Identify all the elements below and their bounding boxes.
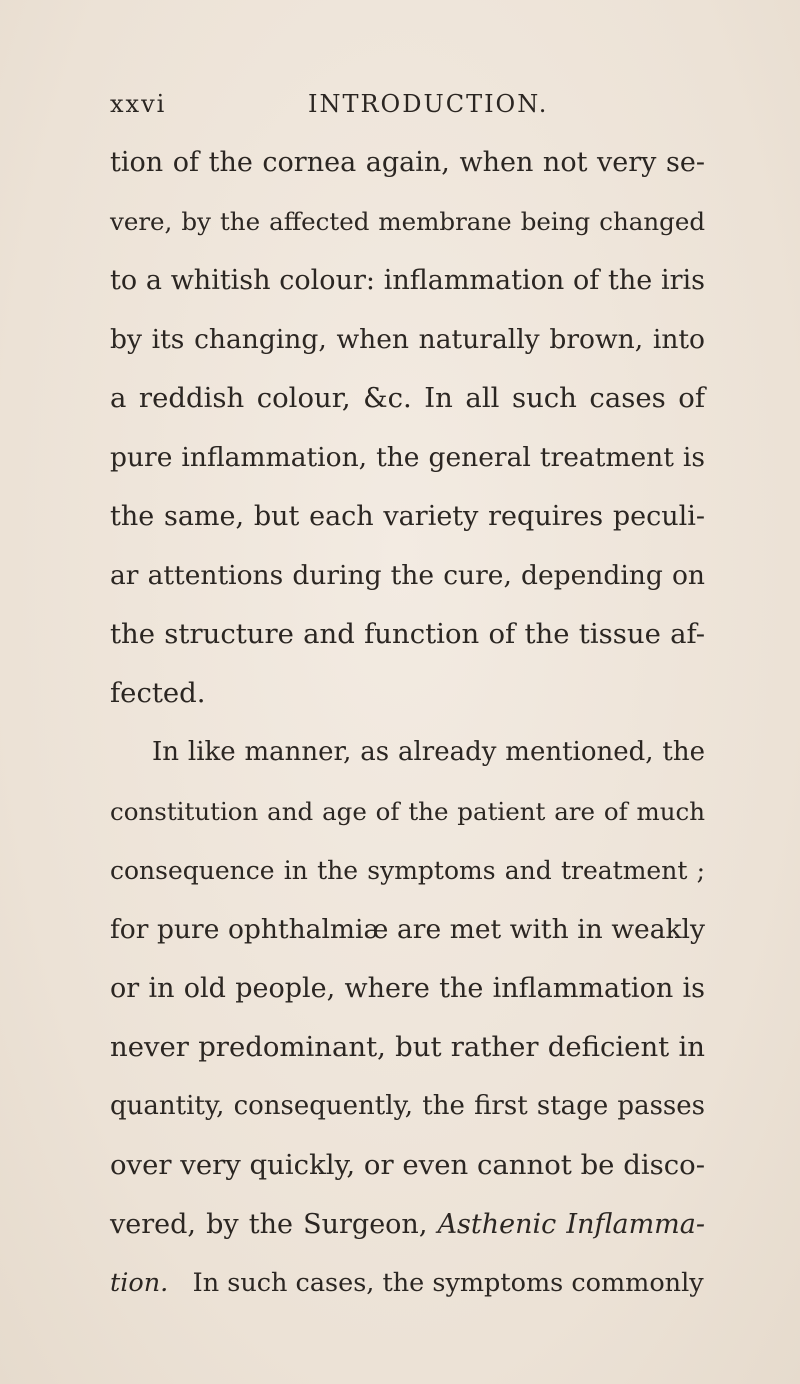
text-segment: In such cases, the symptoms commonly — [192, 1268, 704, 1298]
text-line: for pure ophthalmiæ are met with in weakly — [110, 914, 705, 945]
italic-term: tion. — [110, 1268, 169, 1298]
text-line: ar attentions during the cure, depending on — [110, 560, 705, 591]
text-line: consequence in the symptoms and treatment ; — [110, 856, 705, 885]
text-line: fected. — [110, 677, 206, 709]
text-line: constitution and age of the patient are of much — [110, 797, 705, 826]
text-segment: vered, by the Surgeon, — [110, 1209, 428, 1240]
text-line-mixed — [110, 1254, 705, 1313]
text-line: to a whitish colour: inflammation of the iris — [110, 265, 705, 296]
running-head — [110, 84, 710, 124]
text-line: the same, but each variety requires peculi- — [110, 501, 705, 532]
text-line: the structure and function of the tissue af- — [110, 618, 705, 650]
text-line: pure inflammation, the general treatment is — [110, 442, 705, 473]
text-line: vere, by the affected membrane being changed — [110, 207, 705, 236]
running-title: INTRODUCTION. — [308, 90, 549, 118]
text-line: by its changing, when naturally brown, into — [110, 324, 705, 355]
text-line: never predominant, but rather deficient in — [110, 1031, 705, 1063]
text-line: In like manner, as already mentioned, the — [152, 737, 705, 767]
text-line: tion of the cornea again, when not very se- — [110, 147, 705, 178]
text-line: or in old people, where the inflammation is — [110, 973, 705, 1004]
body-text — [110, 133, 705, 1313]
text-line: a reddish colour, &c. In all such cases of — [110, 382, 705, 414]
text-line: over very quickly, or even cannot be disco- — [110, 1149, 705, 1181]
italic-term: Asthenic Inflamma- — [437, 1209, 705, 1240]
page-number: xxvi — [110, 90, 167, 118]
text-line-mixed — [110, 1195, 705, 1254]
text-line: quantity, consequently, the first stage passes — [110, 1091, 705, 1121]
